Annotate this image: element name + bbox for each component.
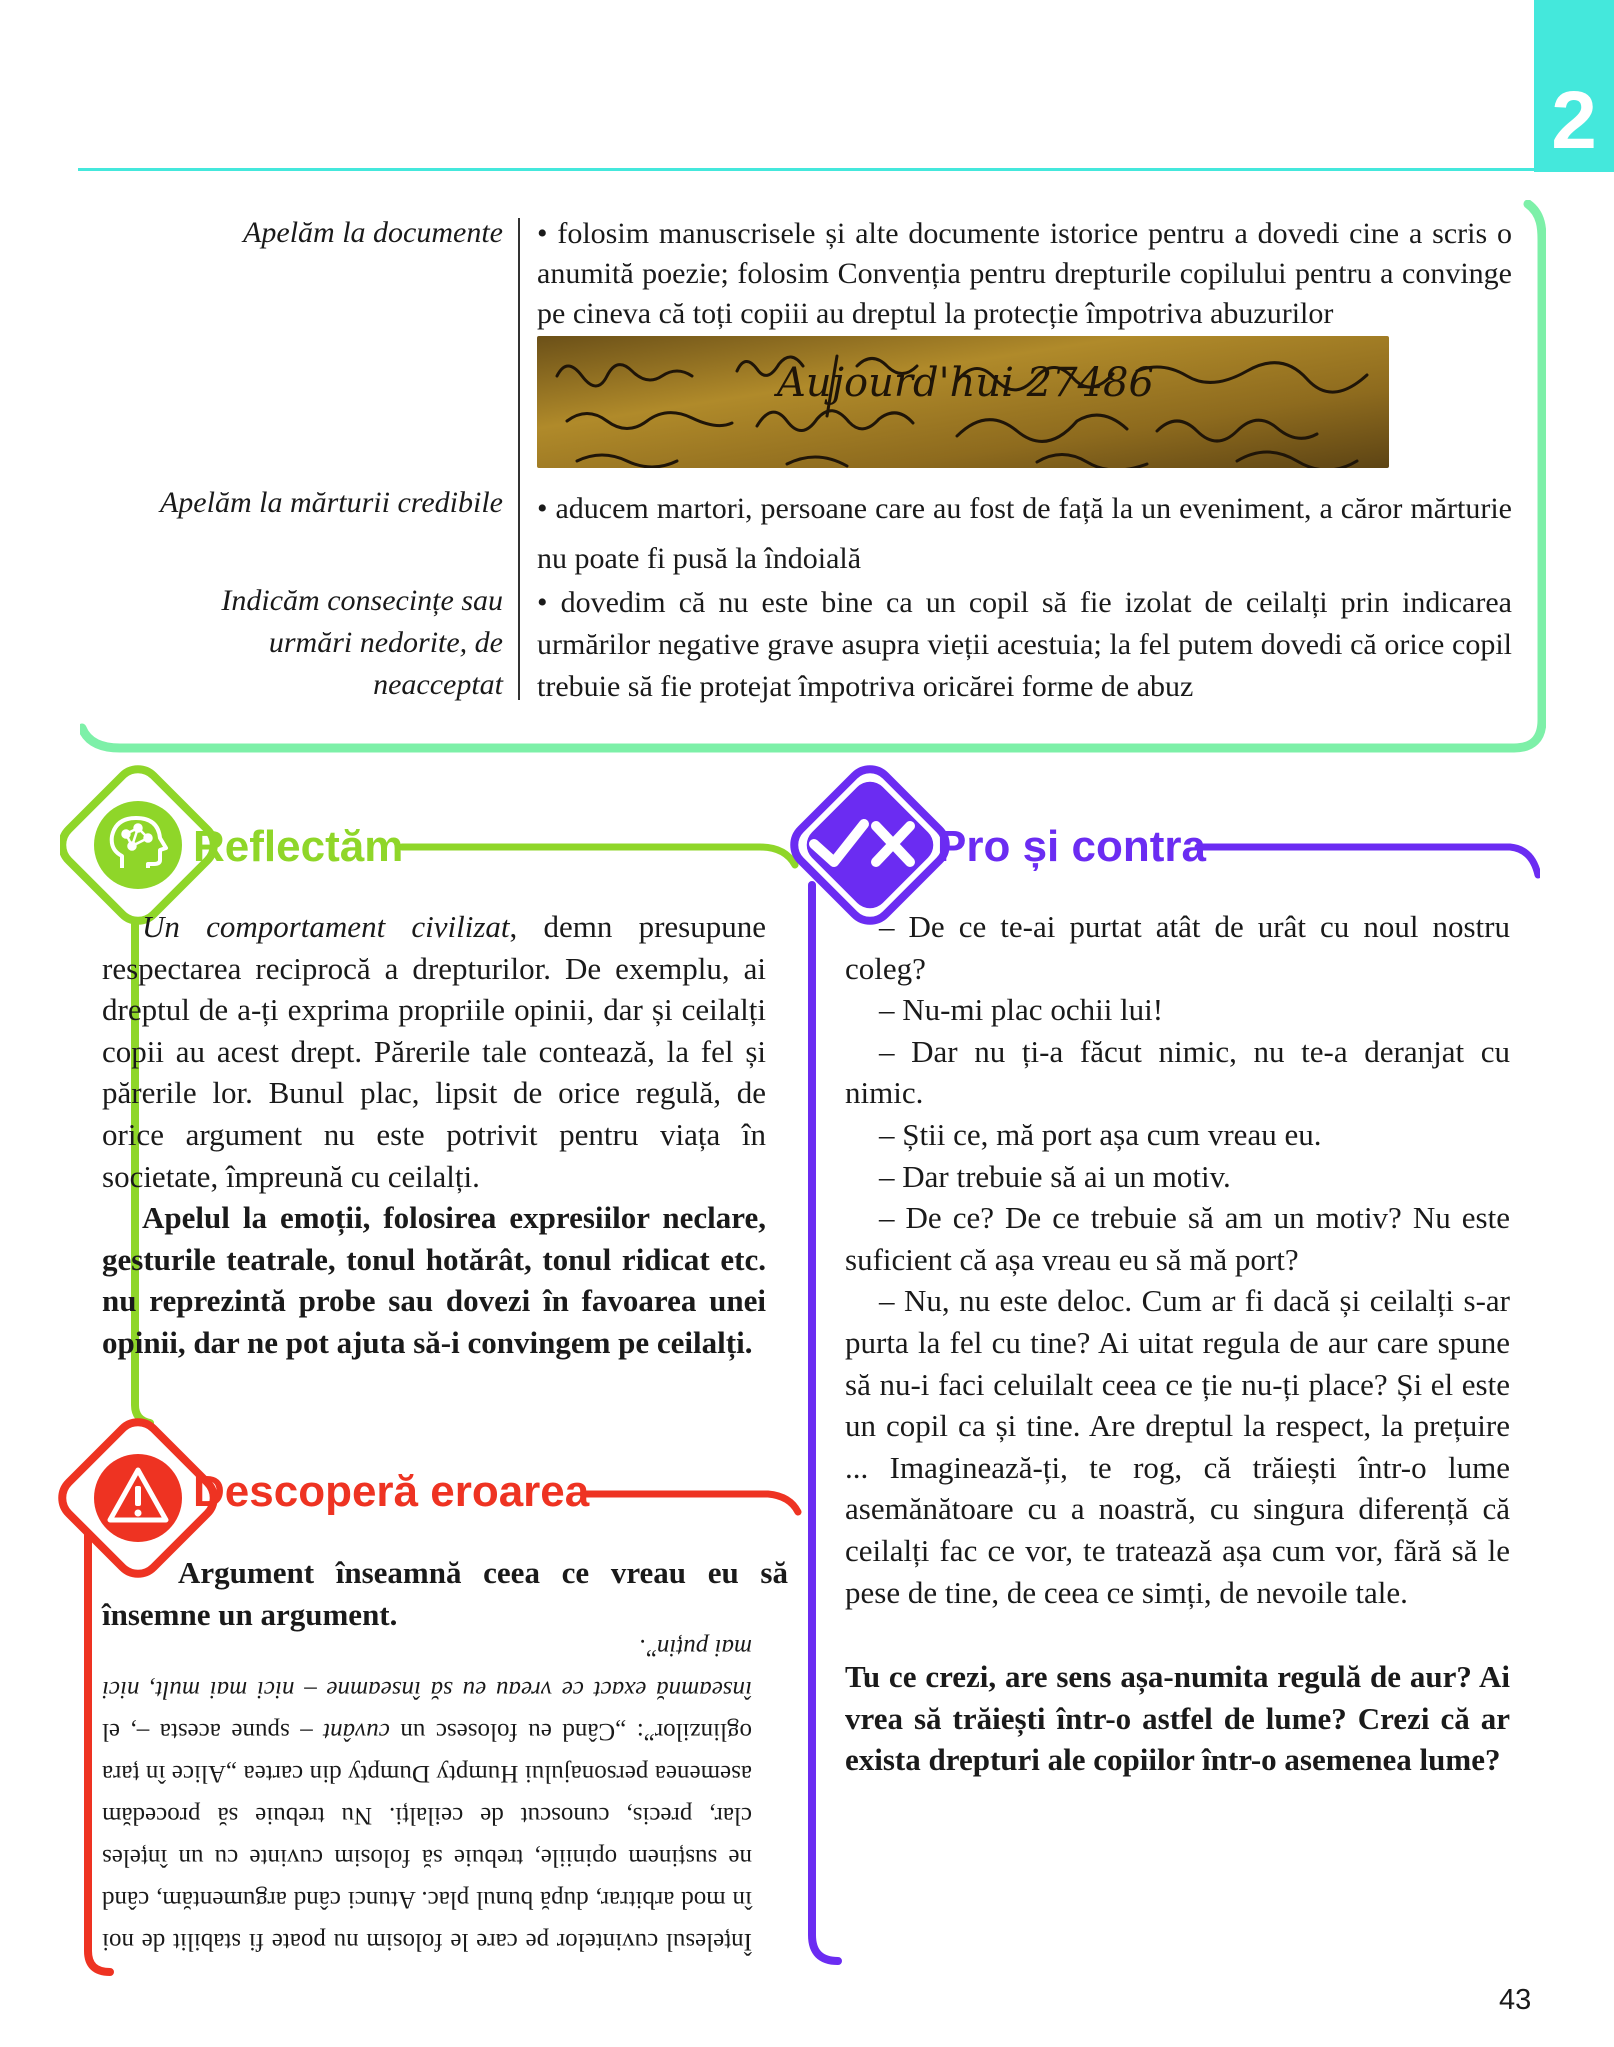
method-label (80, 580, 503, 706)
answer-text: – spune acesta –, el (102, 1718, 324, 1745)
reflectam-title: Reflectăm (193, 822, 404, 871)
dialog-line: – De ce te-ai purtat atât de urât cu noul nostru coleg? (845, 909, 1510, 986)
method-label: Apelăm la documente (243, 216, 503, 249)
reflectam-italic-phrase: Un comportament civilizat (142, 909, 510, 944)
answer-italic: înseamnă exact ce vreau eu să înseamne – nici mai mult, nici mai puțin (102, 1634, 752, 1703)
method-label: Apelăm la mărturii credibile (159, 486, 503, 519)
pro-contra-dialog (845, 906, 1510, 1613)
head-network-icon (104, 810, 172, 878)
dialog-line: – Nu, nu este deloc. Cum ar fi dacă și ceilalți s-ar purta la fel cu tine? Ai uitat regula de aur care spune să nu-i faci celuilalt ceea ce ție nu-ți place? Și el este un copil ca și tine. Are dreptul la respect, la prețuire ... Imaginează-ți, te rog, că trăiești într-o lume asemănătoare cu a noastră, cu singura diferență că ceilalți fac ce vor, te tratează așa cum vor, fără să le pese de tine, de ceea ce simți, de nevoile tale. (845, 1283, 1510, 1610)
dialog-line: – Dar nu ți-a făcut nimic, nu te-a deranjat cu nimic. (845, 1033, 1510, 1111)
chapter-tab (1534, 0, 1614, 172)
method-label-line: neacceptat (373, 668, 503, 701)
answer-word: cuvânt (323, 1718, 390, 1745)
manuscript-image (537, 336, 1389, 468)
answer-end: ”. (639, 1634, 657, 1661)
method-text: • folosim manuscrisele și alte documente istorice pentru a dovedi cine a scris o anumită poezie; folosim Convenția pentru drepturile copilului pentru a convinge pe cineva că toți copiii au dreptul la protecție împotriva abuzurilor (537, 217, 1512, 330)
reflectam-bold-paragraph: Apelul la emoții, folosirea expresiilor neclare, gesturile teatrale, tonul hotărât, tonul ridicat etc. nu reprezintă probe sau dovezi în favoarea unei opinii, dar ne pot ajuta să-i convingem pe ceilalți. (102, 1200, 766, 1360)
descopera-title: Descoperă eroarea (193, 1467, 590, 1516)
page-number: 43 (1499, 1984, 1532, 2016)
warning-icon (104, 1462, 172, 1530)
pro-contra-question: Tu ce crezi, are sens așa-numita regulă de aur? Ai vrea să trăiești într-o astfel de lume? Crezi că ar exista drepturi ale copiilor într-o asemenea lume? (845, 1659, 1510, 1778)
header-rule (78, 168, 1536, 171)
dialog-line: – Știi ce, mă port așa cum vreau eu. (879, 1116, 1322, 1152)
method-text: • aducem martori, persoane care au fost de față la un eveniment, a căror mărturie nu poate fi pusă la îndoială (537, 492, 1512, 575)
dialog-line: – De ce? De ce trebuie să am un motiv? Nu este suficient că așa vreau eu să mă port? (845, 1200, 1510, 1277)
reflectam-paragraph-text: , demn presupune respectarea reciprocă a drepturilor. De exemplu, ai dreptul de a-ți exprima propriile opinii, dar și ceilalți copii au acest drept. Părerile tale contează, la fel și părerile lor. Bunul plac, lipsit de orice regulă, de orice argument nu este potrivit pentru viața în societate, împreună cu ceilalți. (102, 909, 766, 1194)
method-label-line: urmări nedorite, de (268, 626, 503, 659)
descopera-answer-upside-down (102, 1632, 752, 1962)
chapter-number: 2 (1551, 75, 1597, 166)
check-cross-icon (806, 812, 934, 876)
methods-box (80, 200, 1546, 755)
method-text: • dovedim că nu este bine ca un copil să fie izolat de ceilalți prin indicarea urmărilor negative grave asupra vieții acestuia; la fel putem dovedi că orice copil trebuie să fie protejat împotriva oricărei forme de abuz (537, 586, 1512, 703)
reflectam-paragraph (102, 906, 766, 1197)
pro-contra-title: Pro și contra (937, 822, 1206, 871)
dialog-line: – Dar trebuie să ai un motiv. (879, 1158, 1231, 1194)
dialog-line: – Nu-mi plac ochii lui! (879, 992, 1164, 1028)
descopera-lead: Argument înseamnă ceea ce vreau eu să însemne un argument. (102, 1555, 788, 1632)
answer-text: Înțelesul cuvintelor pe care le folosim nu poate fi stabilit de noi în mod arbitrar, după bunul plac. Atunci când argumentăm, când ne susținem opiniile, trebuie să folosim cuvinte cu un înțeles clar, precis, cunoscut de ceilalți. Nu trebuie să procedăm asemenea personajului Humpty Dumpty din cartea „Alice în țara oglinzilor”: „Când eu folosesc un (102, 1718, 752, 1955)
method-label-line: Indicăm consecințe sau (221, 584, 503, 617)
reflectam-body (102, 906, 766, 1364)
manuscript-digits: Aujourd'hui 27486 (777, 360, 1154, 406)
methods-divider (518, 218, 520, 700)
